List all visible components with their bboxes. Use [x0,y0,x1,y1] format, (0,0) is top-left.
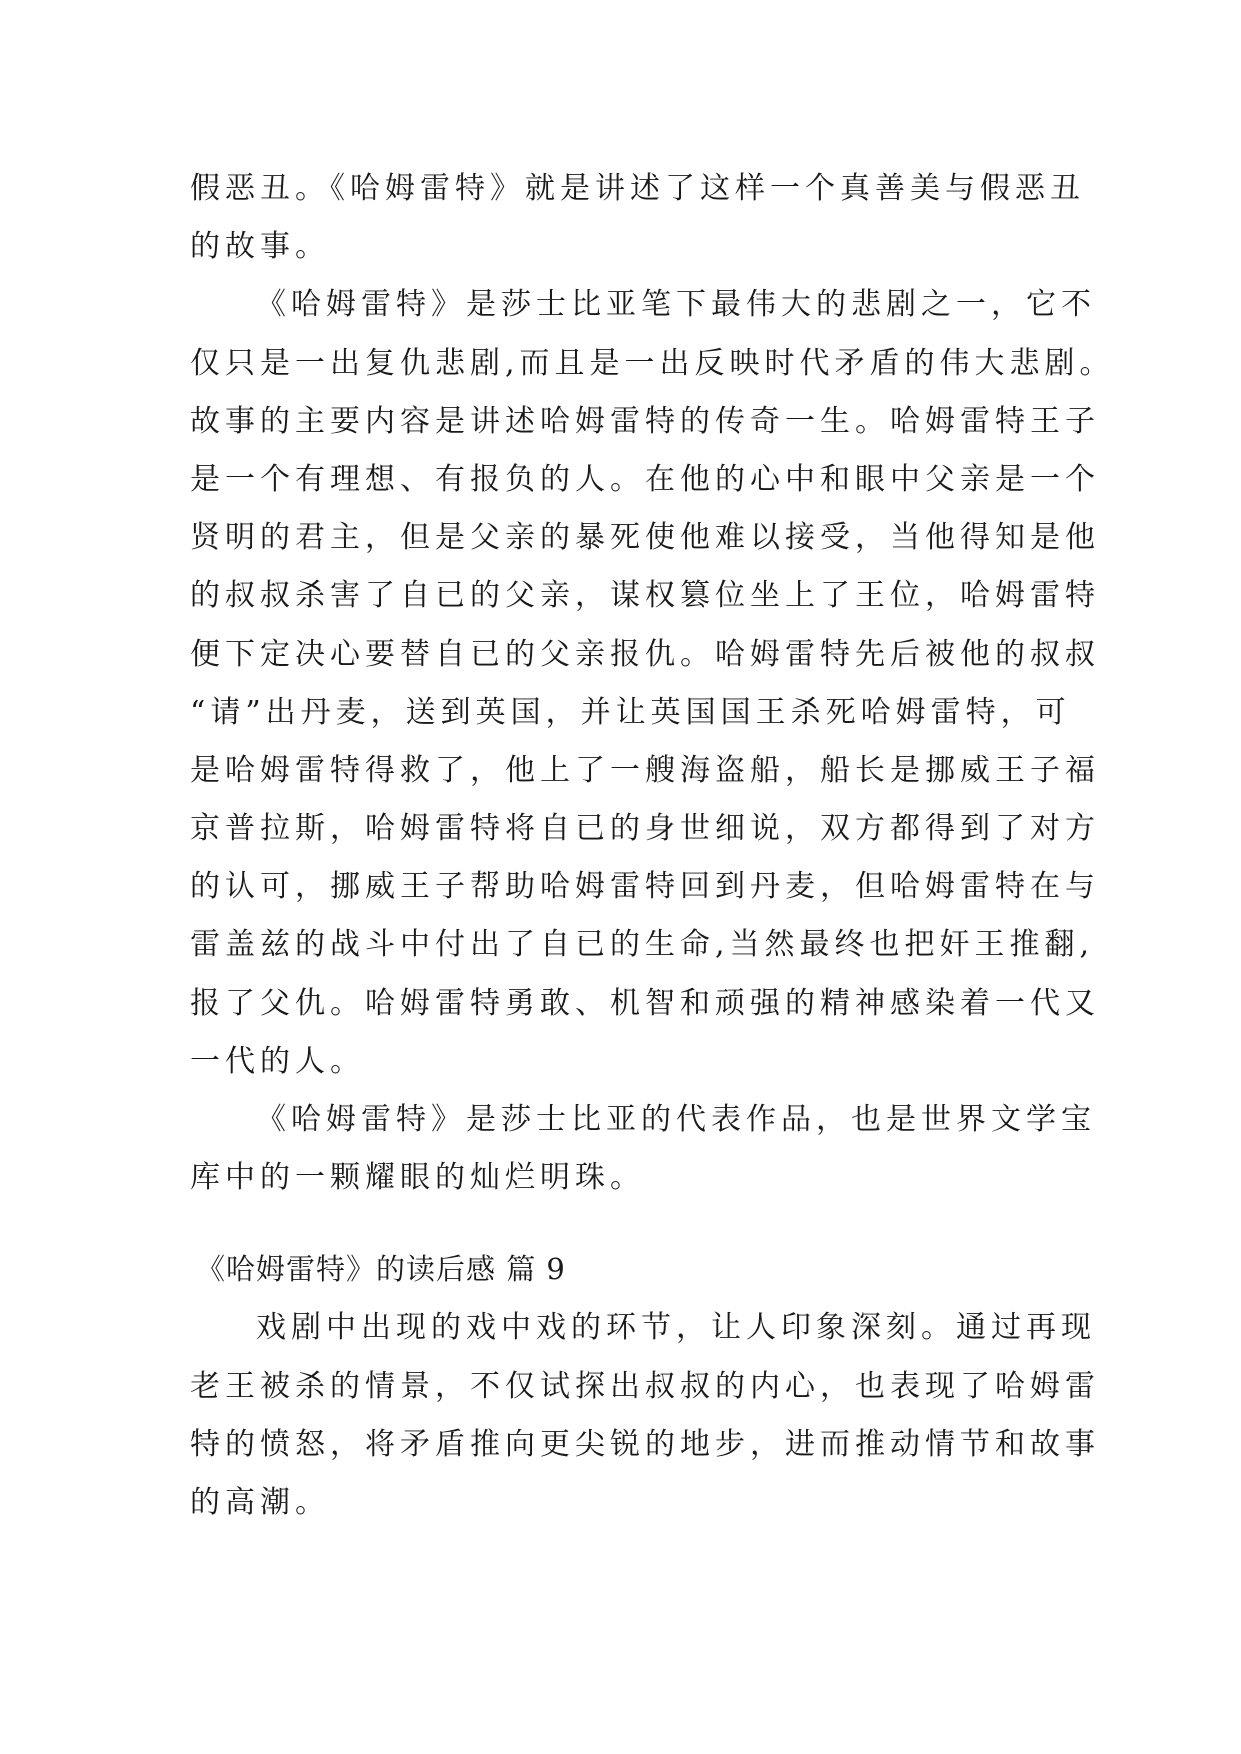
text-line: 的叔叔杀害了自已的父亲，谋权篡位坐上了王位，哈姆雷特 [190,578,1100,614]
paragraph [190,1299,1100,1532]
text-line: 老王被杀的情景，不仅试探出叔叔的内心，也表现了哈姆雷 [190,1368,1100,1404]
section-heading: 《哈姆雷特》的读后感 篇 9 [196,1252,566,1287]
document-body [190,160,1115,1532]
text-line: 的故事。 [190,229,330,265]
text-line: 仅只是一出复仇悲剧,而且是一出反映时代矛盾的伟大悲剧。 [190,345,1115,381]
text-line: 《哈姆雷特》是莎士比亚的代表作品，也是世界文学宝 [256,1102,1096,1137]
text-line: “请”出丹麦，送到英国，并让英国国王杀死哈姆雷特，可 [190,694,1071,730]
text-line: 报了父仇。哈姆雷特勇敢、机智和顽强的精神感染着一代又 [190,985,1100,1021]
text-line: 的认可，挪威王子帮助哈姆雷特回到丹麦，但哈姆雷特在与 [190,869,1100,905]
text-line: 是哈姆雷特得救了，他上了一艘海盗船，船长是挪威王子福 [190,752,1100,788]
text-line: 京普拉斯，哈姆雷特将自已的身世细说，双方都得到了对方 [190,811,1100,847]
text-line: 戏剧中出现的戏中戏的环节，让人印象深刻。通过再现 [256,1310,1096,1346]
text-line: 假恶丑。《哈姆雷特》就是讲述了这样一个真善美与假恶丑 [190,171,1085,206]
text-line: 特的愤怒，将矛盾推向更尖锐的地步，进而推动情节和故事 [190,1426,1100,1462]
text-line: 的高潮。 [190,1484,330,1520]
paragraph [190,276,1115,1091]
text-line: 一代的人。 [190,1043,365,1079]
text-line: 便下定决心要替自已的父亲报仇。哈姆雷特先后被他的叔叔 [190,636,1100,672]
paragraph [190,160,1085,276]
paragraph [190,1091,1096,1207]
text-line: 是一个有理想、有报负的人。在他的心中和眼中父亲是一个 [190,461,1100,497]
text-line: 故事的主要内容是讲述哈姆雷特的传奇一生。哈姆雷特王子 [190,403,1100,439]
text-line: 贤明的君主，但是父亲的暴死使他难以接受，当他得知是他 [190,520,1100,556]
text-line: 库中的一颗耀眼的灿烂明珠。 [190,1160,645,1196]
text-line: 雷盖兹的战斗中付出了自已的生命,当然最终也把奸王推翻, [190,927,1095,963]
text-line: 《哈姆雷特》是莎士比亚笔下最伟大的悲剧之一，它不 [256,287,1096,323]
